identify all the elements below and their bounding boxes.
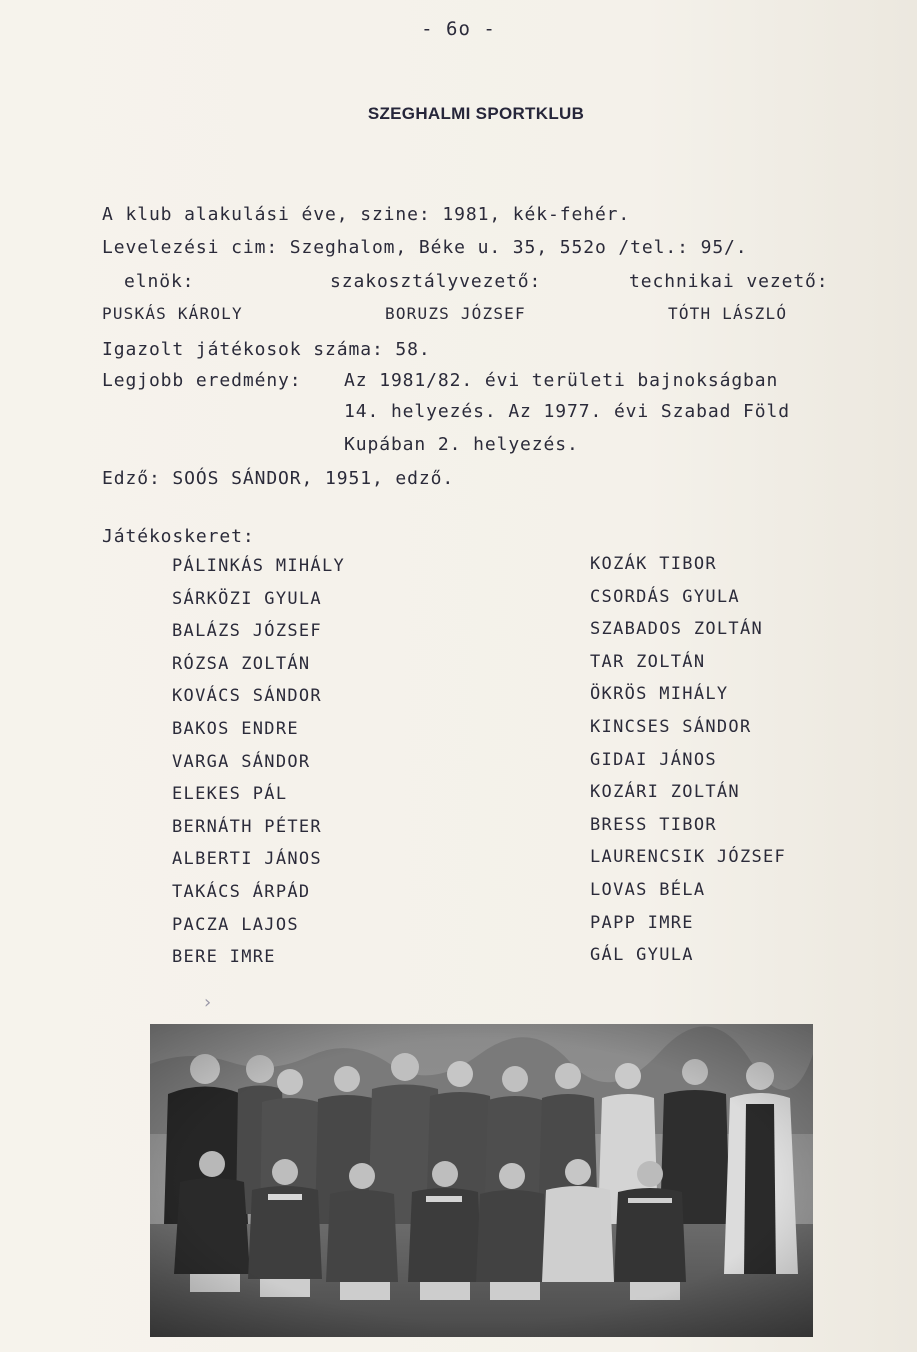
squad-player: ALBERTI JÁNOS [172,849,322,870]
technical-leader-label: technikai vezető: [629,271,829,292]
squad-player: PACZA LAJOS [172,914,299,935]
squad-player: TAR ZOLTÁN [590,651,706,672]
squad-player: CSORDÁS GYULA [590,586,740,607]
squad-list-left [172,550,345,974]
section-leader-name: BORUZS JÓZSEF [385,304,526,323]
squad-player: LOVAS BÉLA [590,879,706,900]
best-result-line: Kupában 2. helyezés. [344,434,579,455]
squad-player: BERNÁTH PÉTER [172,816,322,837]
squad-player: BRESS TIBOR [590,814,717,835]
squad-player: ÖKRÖS MIHÁLY [590,684,729,705]
squad-player: VARGA SÁNDOR [172,751,311,772]
club-title: SZEGHALMI SPORTKLUB [367,104,585,123]
page-number: - 6o - [421,18,496,40]
section-leader-label: szakosztályvezető: [330,271,542,292]
founding-line: A klub alakulási éve, szine: 1981, kék-fehér. [102,204,631,225]
squad-player: TAKÁCS ÁRPÁD [172,881,311,902]
president-label: elnök: [124,271,195,292]
squad-player: PÁLINKÁS MIHÁLY [172,556,346,576]
squad-player: ELEKES PÁL [172,784,288,805]
squad-list-right [590,548,786,972]
squad-player: KOZÁRI ZOLTÁN [590,782,740,803]
best-result-line: Az 1981/82. évi területi bajnokságban [344,370,779,391]
squad-player: KOVÁCS SÁNDOR [172,686,322,707]
squad-player: BAKOS ENDRE [172,718,299,739]
squad-player: GÁL GYULA [590,945,694,966]
squad-player: SÁRKÖZI GYULA [172,588,322,609]
squad-player: RÓZSA ZOLTÁN [172,653,311,674]
best-result-label: Legjobb eredmény: [102,370,302,391]
team-photo [150,1024,813,1337]
technical-leader-name: TÓTH LÁSZLÓ [668,304,788,323]
best-result-line: 14. helyezés. Az 1977. évi Szabad Föld [344,401,791,422]
team-photo-image [150,1024,813,1337]
squad-player: PAPP IMRE [590,912,694,933]
squad-label: Játékoskeret: [102,526,255,547]
squad-player: LAURENCSIK JÓZSEF [590,847,787,868]
president-name: PUSKÁS KÁROLY [102,304,243,323]
address-line: Levelezési cim: Szeghalom, Béke u. 35, 552o /tel.: 95/. [102,237,748,258]
stray-pencil-mark: › [204,992,212,1013]
squad-player: SZABADOS ZOLTÁN [590,619,764,640]
registered-players-line: Igazolt játékosok száma: 58. [102,339,431,360]
squad-player: GIDAI JÁNOS [590,749,717,770]
squad-player: KOZÁK TIBOR [590,554,717,574]
squad-player: BALÁZS JÓZSEF [172,621,322,642]
squad-player: BERE IMRE [172,947,276,968]
coach-line: Edző: SOÓS SÁNDOR, 1951, edző. [102,468,455,489]
squad-player: KINCSES SÁNDOR [590,716,752,737]
